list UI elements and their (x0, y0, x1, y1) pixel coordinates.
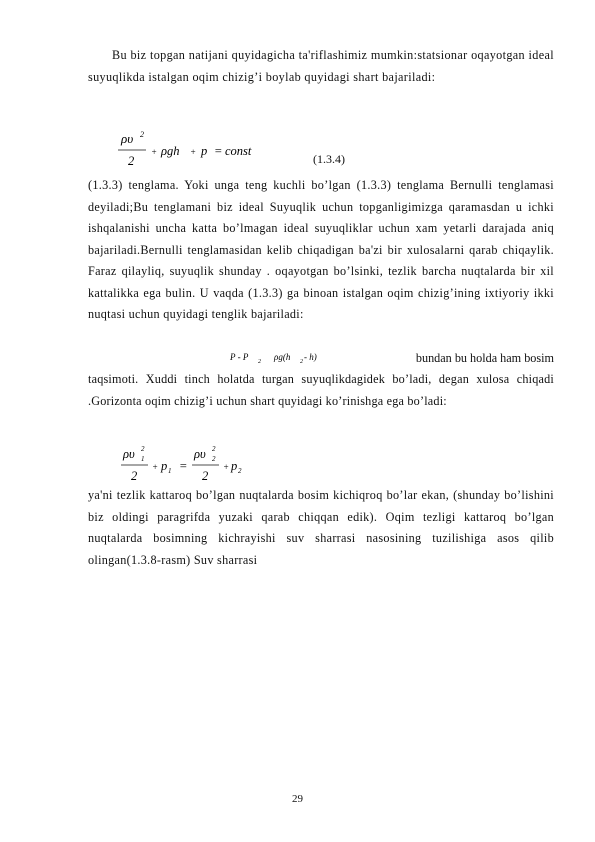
horizontal-sub-2: 2 (212, 455, 216, 463)
paragraph-intro: Bu biz topgan natijani quyidagicha ta'riflashimiz mumkin:statsionar oqayotgan ideal suyuqlikda istalgan oqim chizig’i boylab quyidagi shart bajariladi: (88, 48, 554, 84)
pressure-lhs: P - P (230, 352, 249, 362)
horizontal-p2: p (231, 459, 238, 473)
horizontal-bernoulli-equation (118, 442, 258, 484)
page-number: 29 (292, 793, 303, 805)
bernoulli-denominator: 2 (128, 154, 135, 168)
bernoulli-exponent: 2 (140, 130, 144, 139)
horizontal-sub-1: 1 (141, 455, 145, 463)
horizontal-plus-2: + (223, 462, 230, 472)
bernoulli-equals: = (214, 144, 223, 158)
equation-number: (1.3.4) (313, 152, 345, 166)
paragraph-bernoulli-discussion: (1.3.3) tenglama. Yoki unga teng kuchli bo’lgan (1.3.3) tenglama Bernulli tenglamasi deyiladi;Bu tenglamani biz ideal Suyuqlik uchun topganligimizga qaramasdan u ichki ishqalanishi uncha katta bo’lmagan ideal suyuqliklar uchun xam yetarli darajada aniq bajariladi.Bernulli tenglamasidan kelib chiqadigan ba'zi bir xulosalarni qarab chiqaylik. Faraz qilayliq, suyuqlik shunday . oqayotgan bo’lsinki, tezlik barcha nuqtalarda bir xil kattalikka ega bulin. U vaqda (1.3.3) ga binoan istalgan oqim chizig’ining ixtiyoriy ikki nuqtasi uchun quyidagi tenglik bajariladi: (88, 178, 554, 321)
horizontal-sup-2: 2 (212, 445, 216, 453)
pressure-rhs-tail: - h) (304, 352, 317, 362)
horizontal-sup-1: 2 (141, 445, 145, 453)
horizontal-plus-1: + (152, 462, 159, 472)
horizontal-numerator-2: ρυ (194, 447, 206, 461)
bernoulli-rho-g-h: ρgh (161, 144, 180, 158)
paragraph-pressure-lead: bundan bu holda ham bosim (415, 351, 554, 365)
paragraph-conclusion: ya'ni tezlik kattaroq bo’lgan nuqtalarda bosim kichiqroq bo’lar ekan, (shunday bo’lishini biz oldingi paragrifda yuzaki qarab chiqqan edik). Oqim tezligi kattaroq bo’lgan nuqtalarda bosimning kichrayishi suv sharrasi nasosining tuzilishiga asos qilib olingan(1.3.8-rasm) Suv sharrasi (88, 488, 554, 567)
bernoulli-plus-2: + (190, 147, 197, 157)
horizontal-denominator-1: 2 (131, 469, 138, 483)
horizontal-p2-sub: 2 (238, 467, 242, 475)
horizontal-denominator-2: 2 (202, 469, 209, 483)
horizontal-equals: = (179, 459, 188, 473)
bernoulli-numerator: ρυ (121, 131, 134, 146)
pressure-rhs: ρg(h (274, 352, 291, 362)
bernoulli-equation (114, 128, 284, 170)
bernoulli-plus-1: + (151, 147, 158, 157)
pressure-rhs-sub: 2 (300, 359, 303, 365)
horizontal-p1-sub: 1 (168, 467, 172, 475)
pressure-difference-formula (228, 348, 338, 366)
pressure-lhs-sub: 2 (258, 359, 261, 365)
bernoulli-const: const (225, 144, 252, 158)
horizontal-p1: p (161, 459, 168, 473)
bernoulli-p: p (201, 144, 208, 158)
paragraph-horizontal-condition: taqsimoti. Xuddi tinch holatda turgan suyuqlikdagidek bo’ladi, degan xulosa chiqadi .Gorizonta oqim chizig’i uchun shart quyidagi ko’rinishga ega bo’ladi: (88, 372, 554, 408)
horizontal-numerator-1: ρυ (123, 447, 135, 461)
